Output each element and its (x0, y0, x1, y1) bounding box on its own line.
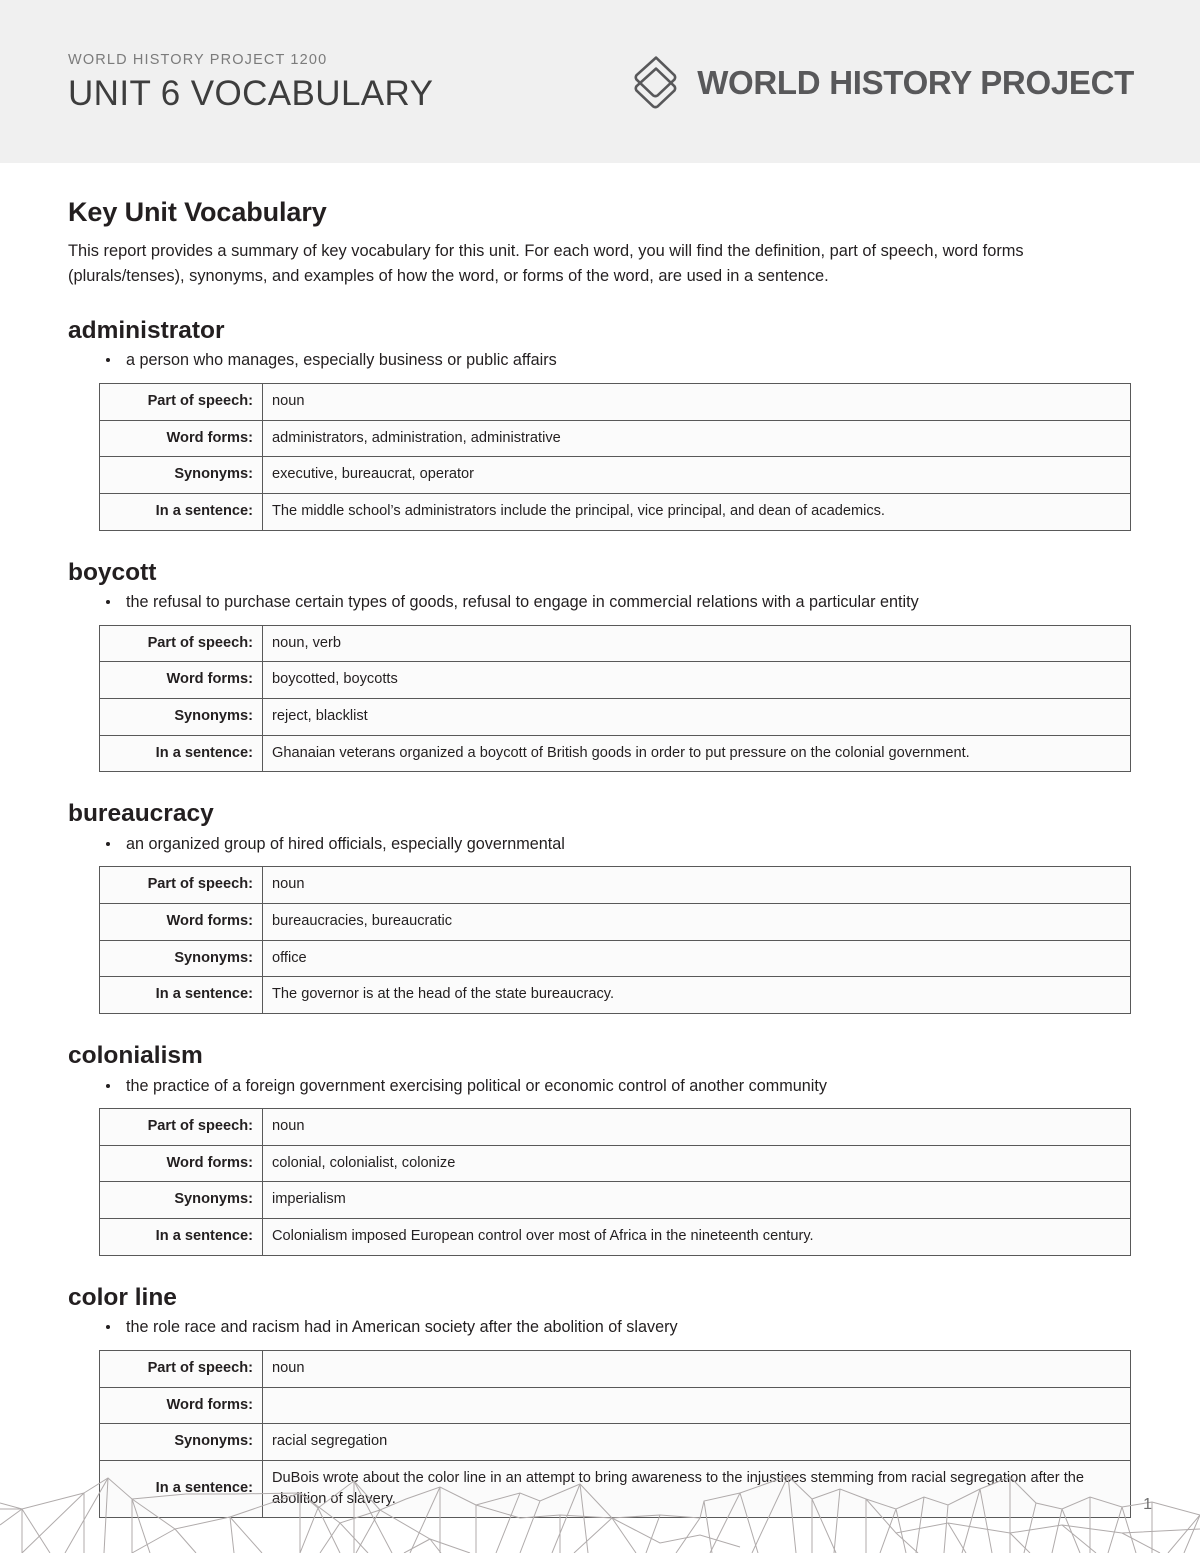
value-word-forms: colonial, colonialist, colonize (263, 1145, 1131, 1182)
label-part-of-speech: Part of speech: (100, 867, 263, 904)
label-synonyms: Synonyms: (100, 1424, 263, 1461)
table-row (100, 940, 1131, 977)
table-row (100, 1219, 1131, 1256)
section-intro: This report provides a summary of key vocabulary for this unit. For each word, you will find the definition, part of speech, word forms (plurals/tenses), synonyms, and examples of how the word, or forms of the word, are used in a sentence. (68, 242, 1024, 285)
vocabulary-definition-list (68, 1316, 1130, 1339)
vocabulary-detail-table (99, 383, 1131, 531)
brand-lockup (630, 55, 1134, 109)
page-number: 1 (1143, 1496, 1152, 1513)
label-word-forms: Word forms: (100, 420, 263, 457)
vocabulary-definition-list (68, 591, 1130, 614)
vocabulary-definition: the refusal to purchase certain types of goods, refusal to engage in commercial relations with a particular entity (68, 591, 1130, 614)
world-history-project-logo-icon (630, 55, 682, 109)
value-synonyms: reject, blacklist (263, 698, 1131, 735)
label-part-of-speech: Part of speech: (100, 1109, 263, 1146)
label-in-a-sentence: In a sentence: (100, 977, 263, 1014)
label-word-forms: Word forms: (100, 904, 263, 941)
table-row (100, 1387, 1131, 1424)
vocabulary-definition-list (68, 1075, 1130, 1098)
value-part-of-speech: noun (263, 383, 1131, 420)
table-row (100, 904, 1131, 941)
label-word-forms: Word forms: (100, 662, 263, 699)
vocabulary-term: administrator (68, 316, 225, 344)
value-in-a-sentence: The middle school’s administrators include the principal, vice principal, and dean of academics. (263, 493, 1131, 530)
brand-name: WORLD HISTORY PROJECT (697, 63, 1134, 101)
vocabulary-definition: the practice of a foreign government exercising political or economic control of another community (68, 1075, 1130, 1098)
label-synonyms: Synonyms: (100, 457, 263, 494)
vocabulary-definition-list (68, 349, 1130, 372)
table-row (100, 662, 1131, 699)
label-part-of-speech: Part of speech: (100, 625, 263, 662)
document-body (0, 163, 1200, 1518)
value-synonyms: racial segregation (263, 1424, 1131, 1461)
vocabulary-term: color line (68, 1283, 177, 1311)
value-synonyms: imperialism (263, 1182, 1131, 1219)
value-part-of-speech: noun (263, 867, 1131, 904)
table-row (100, 1109, 1131, 1146)
value-word-forms (263, 1387, 1131, 1424)
vocabulary-detail-table (99, 1108, 1131, 1256)
table-row (100, 493, 1131, 530)
vocabulary-entry-list (68, 316, 1130, 1518)
low-poly-mountain-decoration-icon (0, 1463, 1200, 1553)
value-part-of-speech: noun, verb (263, 625, 1131, 662)
value-synonyms: office (263, 940, 1131, 977)
table-row (100, 977, 1131, 1014)
document-content (0, 163, 1200, 1518)
vocabulary-term: boycott (68, 558, 157, 586)
label-synonyms: Synonyms: (100, 940, 263, 977)
value-word-forms: administrators, administration, administrative (263, 420, 1131, 457)
table-row (100, 420, 1131, 457)
course-kicker: WORLD HISTORY PROJECT 1200 (68, 52, 328, 68)
page-header-band (0, 0, 1200, 163)
vocabulary-entry-0 (68, 316, 1130, 531)
label-in-a-sentence: In a sentence: (100, 1219, 263, 1256)
vocabulary-entry-3 (68, 1041, 1130, 1256)
vocabulary-entry-2 (68, 799, 1130, 1014)
vocabulary-detail-table (99, 625, 1131, 773)
label-in-a-sentence: In a sentence: (100, 493, 263, 530)
vocabulary-entry-1 (68, 558, 1130, 773)
label-part-of-speech: Part of speech: (100, 1350, 263, 1387)
table-row (100, 383, 1131, 420)
value-synonyms: executive, bureaucrat, operator (263, 457, 1131, 494)
label-word-forms: Word forms: (100, 1387, 263, 1424)
vocabulary-term: colonialism (68, 1042, 203, 1070)
vocabulary-definition: a person who manages, especially business or public affairs (68, 349, 1130, 372)
table-row (100, 867, 1131, 904)
value-in-a-sentence: Colonialism imposed European control over most of Africa in the nineteenth century. (263, 1219, 1131, 1256)
label-in-a-sentence: In a sentence: (100, 735, 263, 772)
table-row (100, 1424, 1131, 1461)
label-synonyms: Synonyms: (100, 698, 263, 735)
label-in-a-sentence: In a sentence: (100, 1460, 263, 1517)
value-word-forms: boycotted, boycotts (263, 662, 1131, 699)
table-row (100, 457, 1131, 494)
label-word-forms: Word forms: (100, 1145, 263, 1182)
value-in-a-sentence: DuBois wrote about the color line in an attempt to bring awareness to the injustices stemming from racial segregation after the abolition of slavery. (263, 1460, 1131, 1517)
label-synonyms: Synonyms: (100, 1182, 263, 1219)
table-row (100, 1350, 1131, 1387)
table-row (100, 1182, 1131, 1219)
value-in-a-sentence: The governor is at the head of the state bureaucracy. (263, 977, 1131, 1014)
page-title: UNIT 6 VOCABULARY (68, 74, 434, 114)
value-word-forms: bureaucracies, bureaucratic (263, 904, 1131, 941)
value-part-of-speech: noun (263, 1350, 1131, 1387)
table-row (100, 625, 1131, 662)
value-in-a-sentence: Ghanaian veterans organized a boycott of British goods in order to put pressure on the colonial government. (263, 735, 1131, 772)
table-row (100, 698, 1131, 735)
label-part-of-speech: Part of speech: (100, 383, 263, 420)
header-title-group (68, 52, 433, 113)
page-footer (0, 1463, 1200, 1553)
vocabulary-term: bureaucracy (68, 800, 214, 828)
table-row (100, 1145, 1131, 1182)
table-row (100, 735, 1131, 772)
vocabulary-definition: the role race and racism had in American society after the abolition of slavery (68, 1316, 1130, 1339)
vocabulary-definition: an organized group of hired officials, especially governmental (68, 833, 1130, 856)
vocabulary-detail-table (99, 866, 1131, 1014)
vocabulary-definition-list (68, 833, 1130, 856)
section-title: Key Unit Vocabulary (68, 197, 327, 227)
value-part-of-speech: noun (263, 1109, 1131, 1146)
